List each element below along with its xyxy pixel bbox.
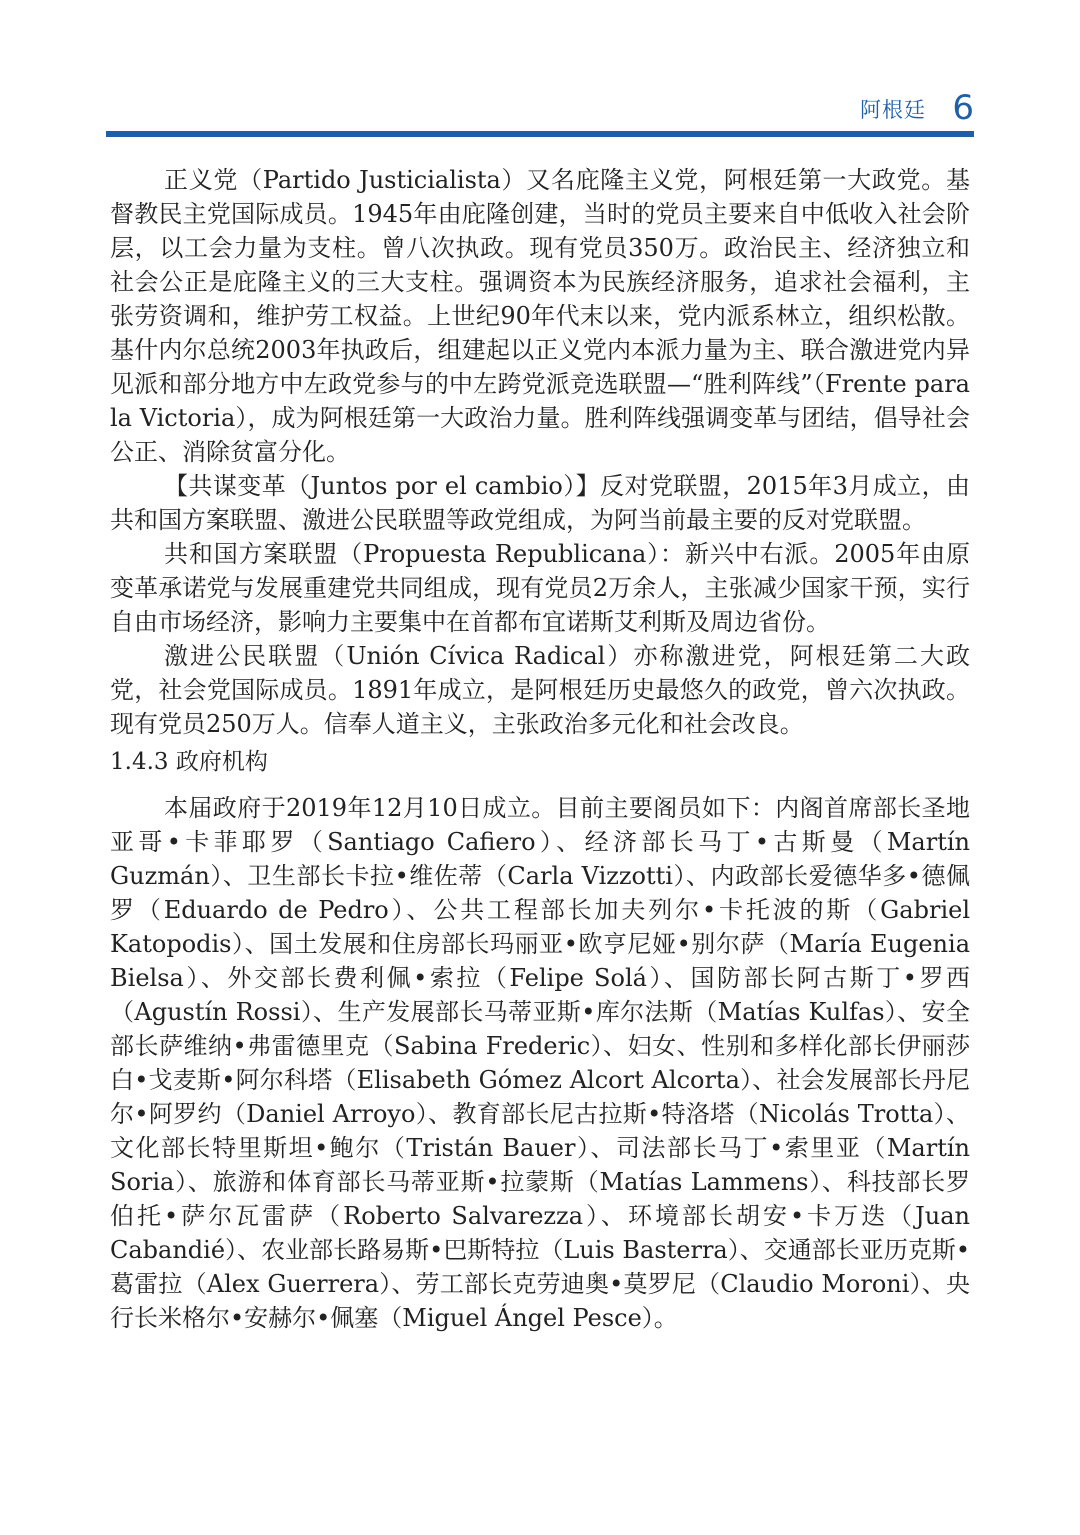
body-text (110, 163, 970, 1335)
paragraph-propuesta-republicana: 共和国方案联盟（Propuesta Republicana）：新兴中右派。2005年由原变革承诺党与发展重建党共同组成，现有党员2万余人，主张减少国家干预，实行自由市场经济，影响力主要集中在首都布宜诺斯艾利斯及周边省份。 (110, 540, 970, 636)
header-divider (106, 131, 974, 137)
running-title: 阿根廷 (860, 98, 926, 122)
chapter-number: 6 (952, 88, 974, 128)
paragraph-union-civica-radical: 激进公民联盟（Unión Cívica Radical）亦称激进党，阿根廷第二大政党，社会党国际成员。1891年成立，是阿根廷历史最悠久的政党，曾六次执政。现有党员250万人。信奉人道主义，主张政治多元化和社会改良。 (110, 642, 970, 738)
paragraph-government: 本届政府于2019年12月10日成立。目前主要阁员如下：内阁首席部长圣地亚哥•卡菲耶罗（Santiago Cafiero）、经济部长马丁•古斯曼（Martín Guzmán）、卫生部长卡拉•维佐蒂（Carla Vizzotti）、内政部长爱德华多•德佩罗（Eduardo de Pedro）、公共工程部长加夫列尔•卡托波的斯（Gabriel Katopodis）、国土发展和住房部长玛丽亚•欧亨尼娅•别尔萨（María Eugenia Bielsa）、外交部长费利佩•索拉（Felipe Solá）、国防部长阿古斯丁•罗西（Agustín Rossi）、生产发展部长马蒂亚斯•库尔法斯（Matías Kulfas）、安全部长萨维纳•弗雷德里克（Sabina Frederic）、妇女、性别和多样化部长伊丽莎白•戈麦斯•阿尔科塔（Elisabeth Gómez Alcort Alcorta）、社会发展部长丹尼尔•阿罗约（Daniel Arroyo）、教育部长尼古拉斯•特洛塔（Nicolás Trotta）、文化部长特里斯坦•鲍尔（Tristán Bauer）、司法部长马丁•索里亚（Martín Soria）、旅游和体育部长马蒂亚斯•拉蒙斯（Matías Lammens）、科技部长罗伯托•萨尔瓦雷萨（Roberto Salvarezza）、环境部长胡安•卡万迭（Juan Cabandié）、农业部长路易斯•巴斯特拉（Luis Basterra）、交通部长亚历克斯•葛雷拉（Alex Guerrera）、劳工部长克劳迪奥•莫罗尼（Claudio Moroni）、央行长米格尔•安赫尔•佩塞（Miguel Ángel Pesce）。 (110, 794, 970, 1332)
paragraph-juntos-por-el-cambio: 【共谋变革（Juntos por el cambio）】反对党联盟，2015年3月成立，由共和国方案联盟、激进公民联盟等政党组成，为阿当前最主要的反对党联盟。 (110, 472, 970, 534)
section-heading: 1.4.3 政府机构 (110, 749, 268, 775)
paragraph-justicialist-party: 正义党（Partido Justicialista）又名庇隆主义党，阿根廷第一大政党。基督教民主党国际成员。1945年由庇隆创建，当时的党员主要来自中低收入社会阶层，以工会力量为支柱。曾八次执政。现有党员350万。政治民主、经济独立和社会公正是庇隆主义的三大支柱。强调资本为民族经济服务，追求社会福利，主张劳资调和，维护劳工权益。上世纪90年代末以来，党内派系林立，组织松散。基什内尔总统2003年执政后，组建起以正义党内本派力量为主、联合激进党内异见派和部分地方中左政党参与的中左跨党派竞选联盟—“胜利阵线”（Frente para la Victoria），成为阿根廷第一大政治力量。胜利阵线强调变革与团结，倡导社会公正、消除贫富分化。 (110, 166, 970, 466)
page-header (106, 88, 974, 128)
